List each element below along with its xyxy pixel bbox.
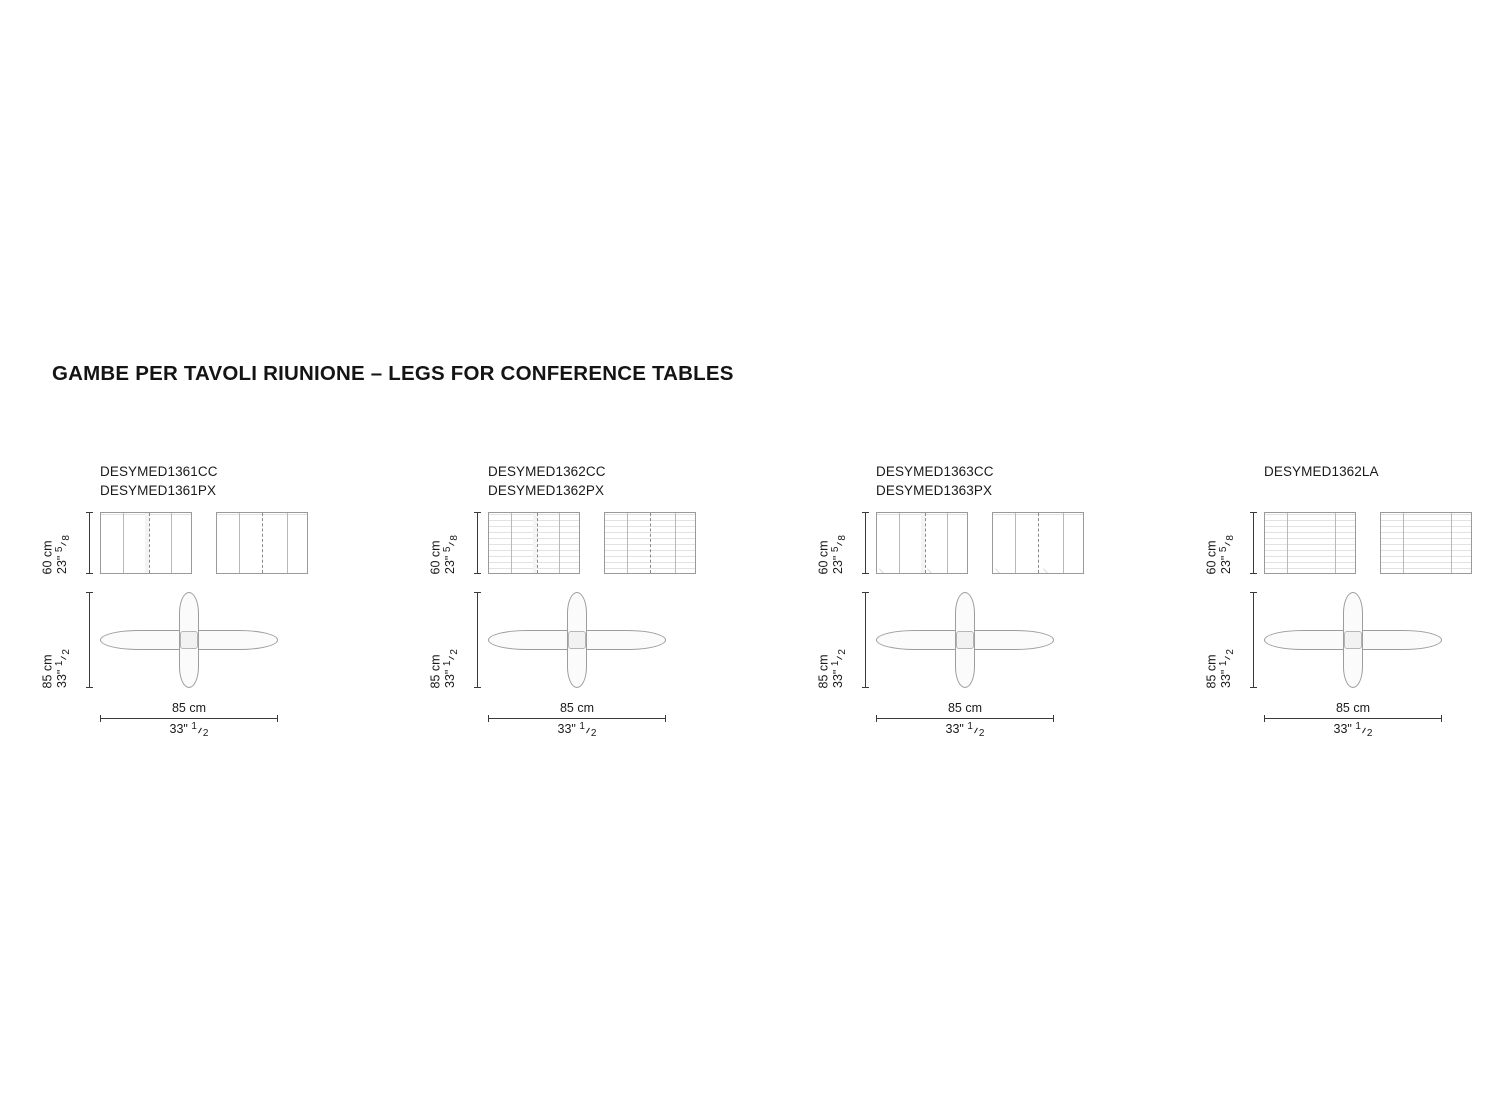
width-dimension [876,700,1054,739]
depth-cm-label: 85 cm [428,653,443,688]
side-elevation-drawing [604,512,696,574]
height-inch-whole: 23" [1219,555,1233,574]
width-cm-label: 85 cm [171,701,207,715]
width-inch-fraction: 12 [967,721,985,739]
width-inch-fraction: 12 [579,721,597,739]
product-code: DESYMED1363PX [876,483,993,498]
width-cm-label: 85 cm [1335,701,1371,715]
height-dimension [816,512,866,574]
product-codes [100,462,218,500]
front-elevation-drawing [1264,512,1356,574]
height-cm-label: 60 cm [428,539,443,574]
height-inch-label [442,535,460,574]
width-inch-whole: 33" [557,722,576,736]
dimension-line [1253,592,1254,688]
width-inch-label [1264,721,1442,739]
width-inch-label [100,721,278,739]
dimension-line [477,592,478,688]
dimension-line [100,718,278,719]
product-code: DESYMED1363CC [876,464,994,479]
dimension-line [1253,512,1254,574]
width-inch-whole: 33" [169,722,188,736]
product-code: DESYMED1361PX [100,483,217,498]
product-codes [488,462,606,500]
dimension-line [876,718,1054,719]
cross-leg-center [180,631,198,649]
plan-view-drawing [876,592,1054,688]
product-code: DESYMED1362PX [488,483,605,498]
product-code: DESYMED1362CC [488,464,606,479]
cross-leg-center [568,631,586,649]
side-elevation-drawing [216,512,308,574]
width-inch-label [876,721,1054,739]
page-title: GAMBE PER TAVOLI RIUNIONE – LEGS FOR CONFERENCE TABLES [52,362,734,385]
width-inch-fraction: 12 [1355,721,1373,739]
dimension-line [865,512,866,574]
depth-cm-label: 85 cm [816,653,831,688]
height-cm-label: 60 cm [40,539,55,574]
depth-inch-whole: 33" [55,669,69,688]
depth-cm-label: 85 cm [40,653,55,688]
dimension-line [477,512,478,574]
product-codes [1264,462,1379,481]
depth-dimension [816,592,866,688]
height-inch-whole: 23" [55,555,69,574]
width-inch-whole: 33" [945,722,964,736]
height-inch-fraction: 58 [442,535,460,553]
width-inch-fraction: 12 [191,721,209,739]
product-code: DESYMED1361CC [100,464,218,479]
height-inch-label [830,535,848,574]
height-cm-label: 60 cm [816,539,831,574]
dimension-line [89,512,90,574]
depth-inch-fraction: 12 [830,649,848,667]
front-elevation-drawing [100,512,192,574]
plan-view-drawing [100,592,278,688]
height-cm-label: 60 cm [1204,539,1219,574]
front-elevation-drawing [876,512,968,574]
height-inch-whole: 23" [831,555,845,574]
height-inch-fraction: 58 [1218,535,1236,553]
height-inch-fraction: 58 [54,535,72,553]
width-inch-label [488,721,666,739]
dimension-line [1264,718,1442,719]
depth-inch-fraction: 12 [54,649,72,667]
depth-inch-label [54,649,72,688]
height-dimension [428,512,478,574]
plan-view-drawing [1264,592,1442,688]
cross-leg-center [956,631,974,649]
height-dimension [1204,512,1254,574]
product-code: DESYMED1362LA [1264,464,1379,479]
depth-inch-label [1218,649,1236,688]
depth-inch-whole: 33" [1219,669,1233,688]
width-inch-whole: 33" [1333,722,1352,736]
depth-cm-label: 85 cm [1204,653,1219,688]
width-dimension [100,700,278,739]
dimension-line [488,718,666,719]
height-inch-fraction: 58 [830,535,848,553]
depth-dimension [428,592,478,688]
depth-dimension [40,592,90,688]
front-elevation-drawing [488,512,580,574]
width-cm-label: 85 cm [559,701,595,715]
width-dimension [488,700,666,739]
depth-inch-label [830,649,848,688]
depth-dimension [1204,592,1254,688]
product-codes [876,462,994,500]
dimension-line [89,592,90,688]
height-inch-label [1218,535,1236,574]
depth-inch-whole: 33" [443,669,457,688]
height-inch-whole: 23" [443,555,457,574]
height-inch-label [54,535,72,574]
cross-leg-center [1344,631,1362,649]
depth-inch-whole: 33" [831,669,845,688]
depth-inch-fraction: 12 [1218,649,1236,667]
side-elevation-drawing [1380,512,1472,574]
width-cm-label: 85 cm [947,701,983,715]
dimension-line [865,592,866,688]
width-dimension [1264,700,1442,739]
depth-inch-fraction: 12 [442,649,460,667]
height-dimension [40,512,90,574]
plan-view-drawing [488,592,666,688]
side-elevation-drawing [992,512,1084,574]
depth-inch-label [442,649,460,688]
